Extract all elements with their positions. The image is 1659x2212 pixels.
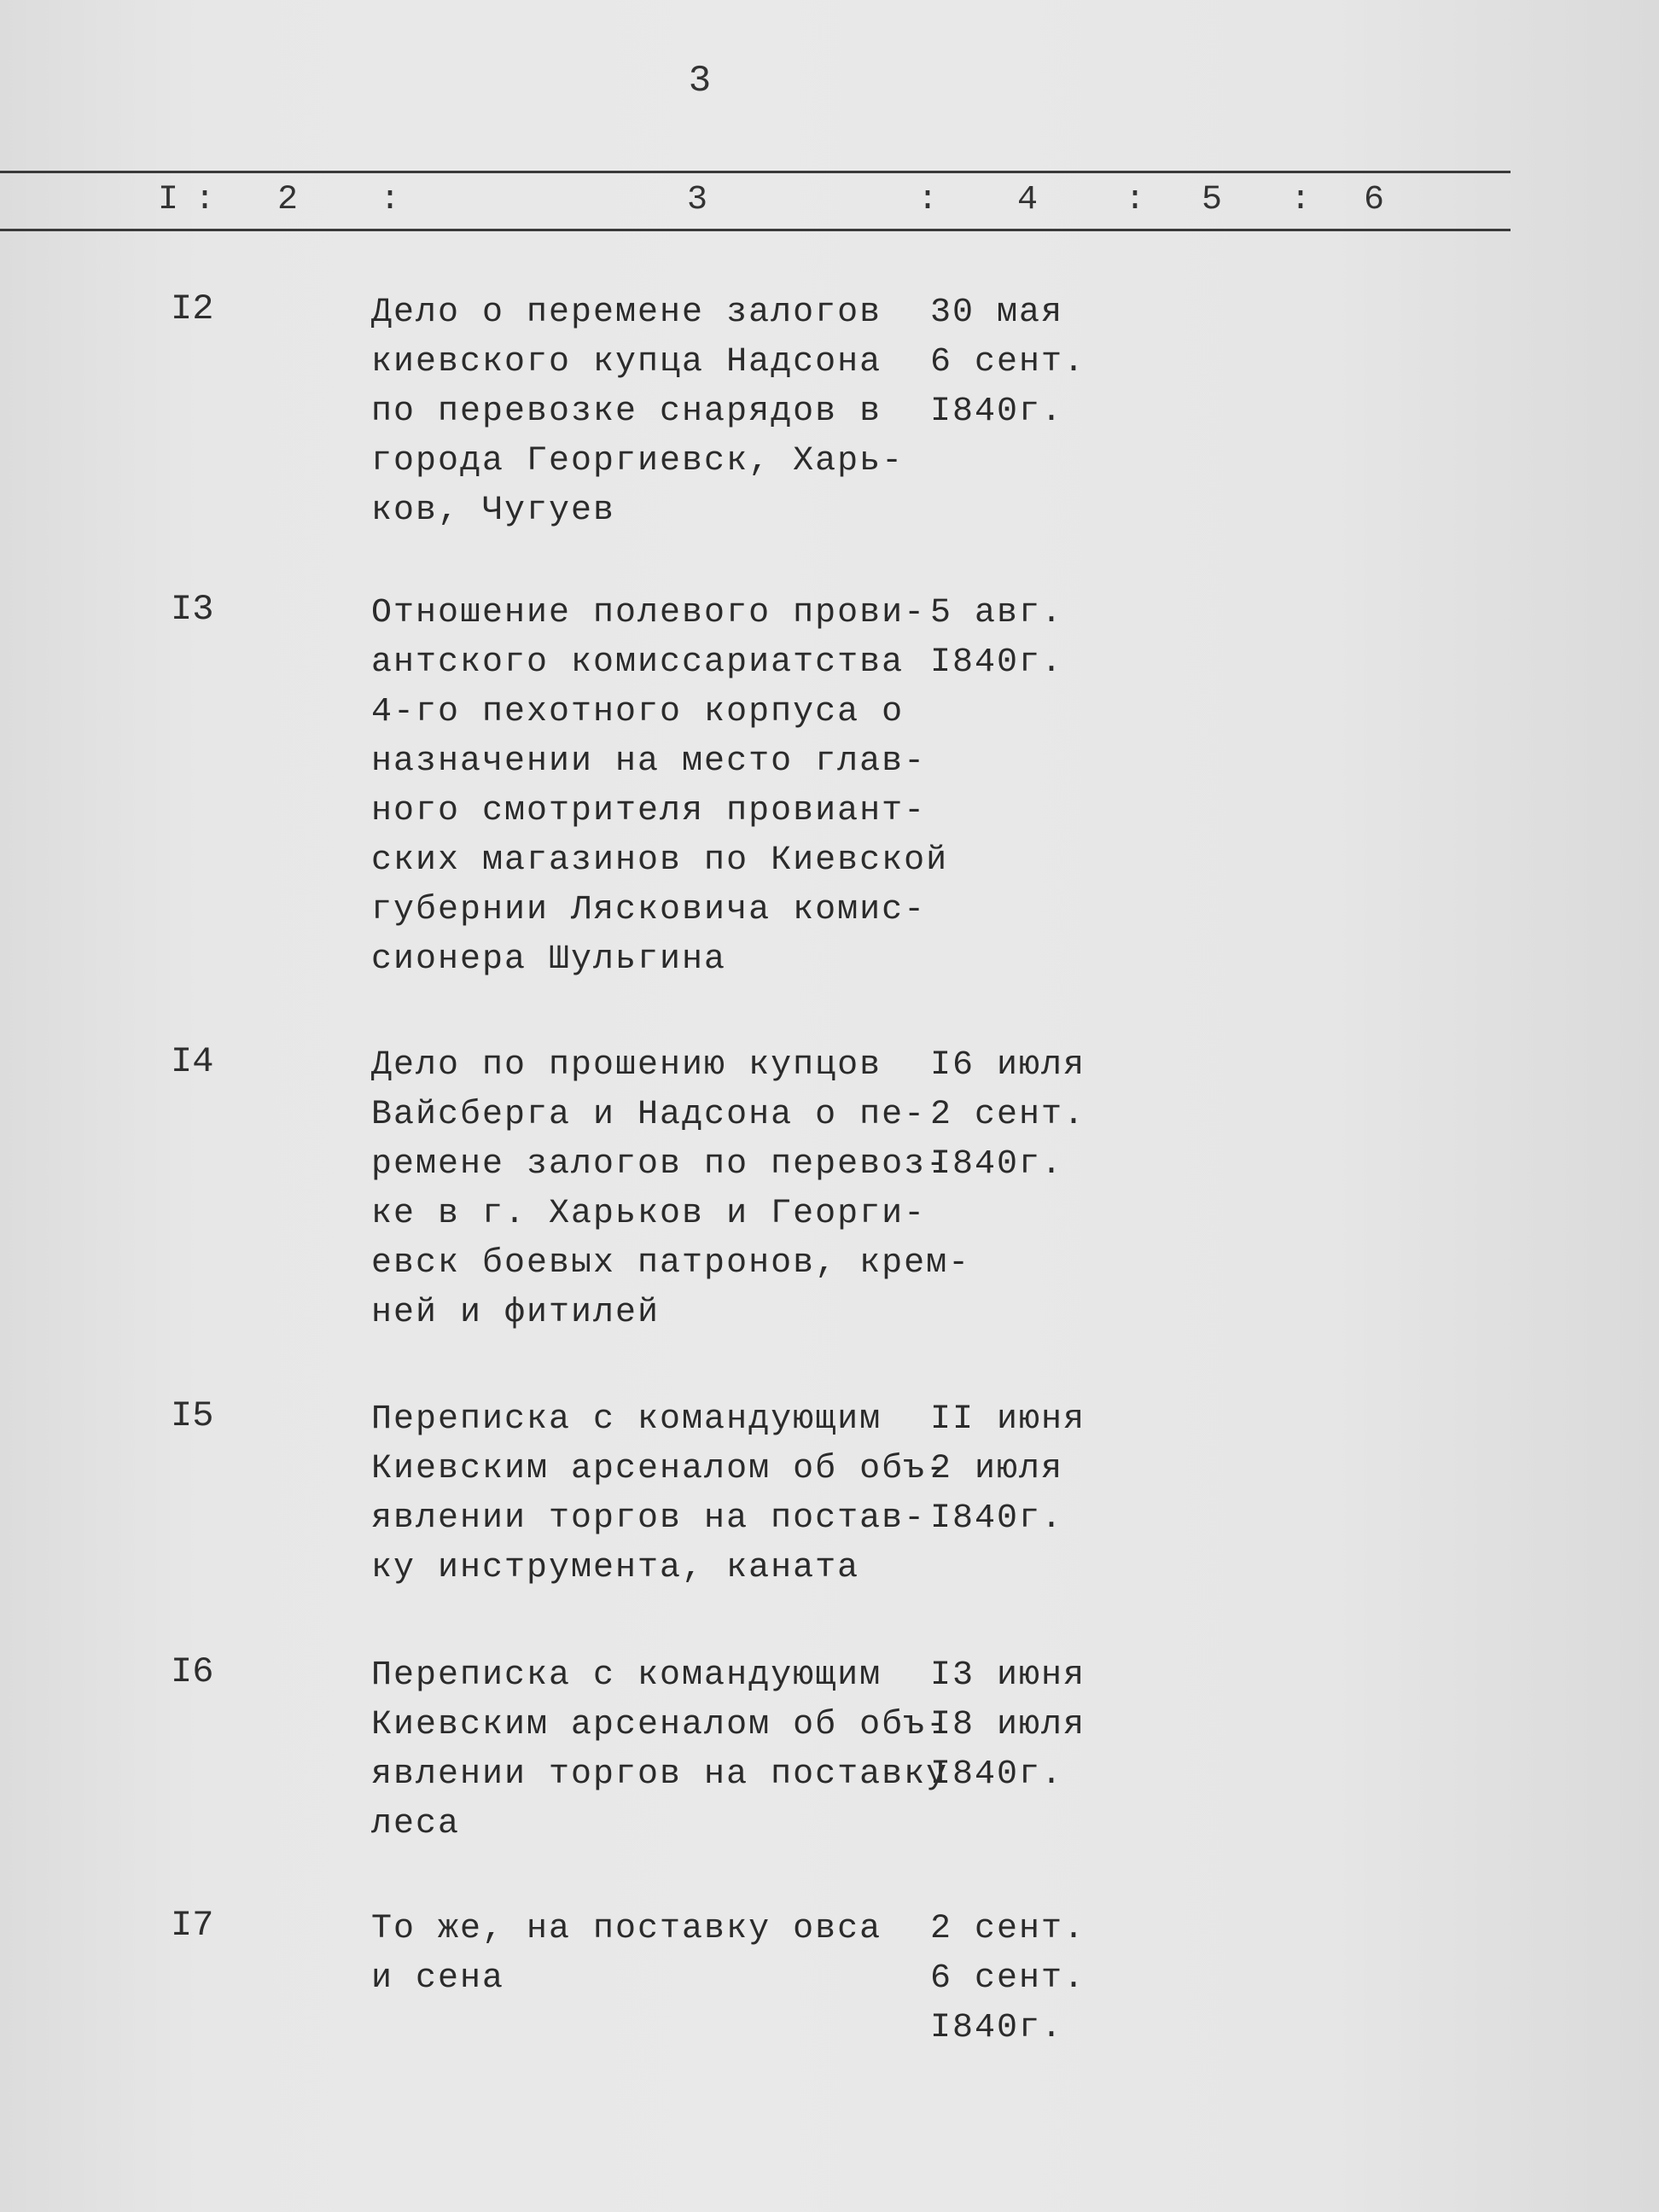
header-col-4: 4 [1017,181,1039,219]
entry-date-line: I3 июня [930,1656,1086,1695]
header-sep-1: : [195,181,216,219]
header-sep-4: : [1125,181,1146,219]
entry-dates [930,288,1086,437]
header-col-1: I [158,181,179,219]
entry-title-line: 4-го пехотного корпуса о [371,693,905,731]
entry-number: I2 [171,288,214,329]
entry-title [371,1905,917,2004]
entry-date-line: 6 сент. [930,1959,1086,1998]
header-sep-3: : [917,181,939,219]
entry-title [371,1041,971,1338]
entry-date-line: 2 июля [930,1450,1064,1488]
entry-title-line: леса [371,1805,461,1843]
page-number: 3 [688,60,712,102]
entry-title-line: назначении на место глав- [371,742,927,781]
entry-date-line: I840г. [930,1145,1064,1184]
entry-date-line: II июня [930,1400,1086,1439]
entry-title-line: ке в г. Харьков и Георги- [371,1195,927,1233]
entry-title-line: Дело о перемене залогов [371,294,882,332]
entry-dates [930,1905,1086,2053]
entry-number: I5 [171,1395,214,1436]
header-col-6: 6 [1364,181,1385,219]
entry-title [371,1651,949,1849]
entry-title-line: Переписка с командующим [371,1400,882,1439]
entry-date-line: I8 июля [930,1706,1086,1744]
entry-date-line: I840г. [930,643,1064,682]
entry-title-line: сионера Шульгина [371,940,727,979]
entry-date-line: 2 сент. [930,1096,1086,1134]
entry-date-line: I840г. [930,393,1064,431]
entry-title-line: Дело по прошению купцов [371,1046,882,1085]
entry-date-line: I840г. [930,1499,1064,1538]
entry-title-line: и сена [371,1959,505,1998]
entry-title-line: явлении торгов на поставку [371,1755,949,1794]
entry-date-line: 30 мая [930,294,1064,332]
header-top-rule [0,171,1511,173]
entry-title-line: Переписка с командующим [371,1656,882,1695]
entry-number: I7 [171,1905,214,1946]
entry-title-line: ремене залогов по перевоз- [371,1145,949,1184]
entry-title-line: ку инструмента, каната [371,1549,860,1587]
entry-date-line: 6 сент. [930,343,1086,381]
entry-title-line: Отношение полевого прови- [371,594,927,632]
header-col-2: 2 [277,181,299,219]
entry-title-line: ков, Чугуев [371,492,616,530]
entry-dates [930,589,1063,688]
entry-date-line: I840г. [930,2009,1064,2047]
entry-number: I6 [171,1651,214,1692]
entry-title-line: ней и фитилей [371,1294,661,1332]
entry-title [371,589,949,985]
entry-title [371,1395,949,1593]
entry-number: I3 [171,589,214,630]
entry-title-line: антского комиссариатства [371,643,905,682]
entry-title-line: губернии Лясковича комис- [371,891,927,929]
header-sep-5: : [1290,181,1312,219]
header-sep-2: : [380,181,401,219]
entry-title-line: по перевозке снарядов в [371,393,882,431]
entry-title-line: явлении торгов на постав- [371,1499,927,1538]
entry-dates [930,1651,1086,1800]
entry-title-line: Киевским арсеналом об объ- [371,1450,949,1488]
entry-date-line: I6 июля [930,1046,1086,1085]
entry-title-line: Вайсберга и Надсона о пе- [371,1096,927,1134]
entry-dates [930,1395,1086,1544]
entry-date-line: 2 сент. [930,1910,1086,1948]
entry-title [371,288,917,536]
header-col-5: 5 [1202,181,1223,219]
entry-dates [930,1041,1086,1190]
entry-title-line: ских магазинов по Киевской [371,841,949,880]
header-col-3: 3 [687,181,708,219]
entry-title-line: евск боевых патронов, крем- [371,1244,971,1283]
entry-title-line: города Георгиевск, Харь- [371,442,905,480]
entry-date-line: 5 авг. [930,594,1064,632]
entry-number: I4 [171,1041,214,1082]
header-bottom-rule [0,229,1511,231]
entry-title-line: То же, на поставку овса [371,1910,882,1948]
entry-date-line: I840г. [930,1755,1064,1794]
entry-title-line: Киевским арсеналом об объ- [371,1706,949,1744]
entry-title-line: ного смотрителя провиант- [371,792,927,830]
entry-title-line: киевского купца Надсона [371,343,882,381]
